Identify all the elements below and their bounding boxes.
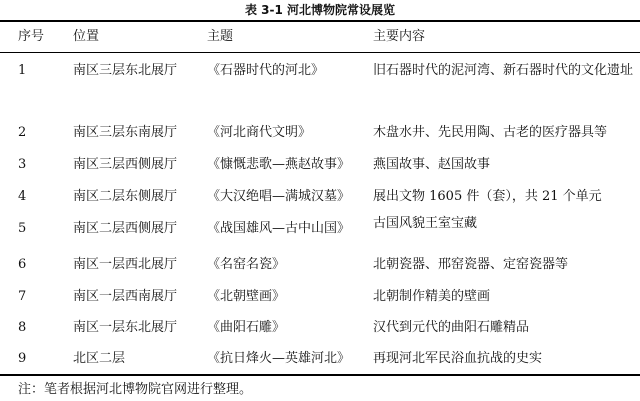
row-8-content: 汉代到元代的曲阳石雕精品 bbox=[373, 320, 530, 335]
header-content: 主要内容 bbox=[373, 29, 426, 44]
row-7-content: 北朝制作精美的壁画 bbox=[373, 289, 491, 304]
row-4-index: 4 bbox=[18, 189, 27, 204]
table-header-rule bbox=[0, 52, 640, 53]
row-8-location: 南区一层东北展厅 bbox=[73, 320, 178, 335]
row-6-location: 南区一层西北展厅 bbox=[73, 257, 178, 272]
row-2-index: 2 bbox=[18, 125, 27, 140]
row-6-theme: 《名窑名瓷》 bbox=[207, 257, 286, 272]
header-location: 位置 bbox=[73, 29, 100, 44]
row-5-content: 古国风貌王室宝藏 bbox=[373, 216, 478, 231]
header-index: 序号 bbox=[18, 29, 45, 44]
row-8-index: 8 bbox=[18, 320, 27, 335]
row-5-location: 南区二层西侧展厅 bbox=[73, 221, 178, 236]
row-6-index: 6 bbox=[18, 257, 27, 272]
row-3-location: 南区三层西侧展厅 bbox=[73, 157, 178, 172]
table-top-rule bbox=[0, 20, 640, 22]
row-1-index: 1 bbox=[18, 63, 27, 78]
row-9-location: 北区二层 bbox=[73, 351, 126, 366]
row-5-index: 5 bbox=[18, 221, 27, 236]
row-4-content: 展出文物 1605 件（套），共 21 个单元 bbox=[373, 189, 602, 204]
row-7-location: 南区一层西南展厅 bbox=[73, 289, 178, 304]
row-7-theme: 《北朝壁画》 bbox=[207, 289, 286, 304]
table-note: 注：笔者根据河北博物院官网进行整理。 bbox=[18, 382, 253, 397]
row-3-index: 3 bbox=[18, 157, 27, 172]
row-6-content: 北朝瓷器、邢窑瓷器、定窑瓷器等 bbox=[373, 257, 569, 272]
row-7-index: 7 bbox=[18, 289, 27, 304]
row-2-theme: 《河北商代文明》 bbox=[207, 125, 312, 140]
row-9-index: 9 bbox=[18, 351, 27, 366]
row-1-theme: 《石器时代的河北》 bbox=[207, 63, 325, 78]
header-theme: 主题 bbox=[207, 29, 234, 44]
row-8-theme: 《曲阳石雕》 bbox=[207, 320, 286, 335]
row-9-content: 再现河北军民浴血抗战的史实 bbox=[373, 351, 543, 366]
row-3-theme: 《慷慨悲歌—燕赵故事》 bbox=[207, 157, 351, 172]
row-9-theme: 《抗日烽火—英雄河北》 bbox=[207, 351, 351, 366]
row-2-content: 木盘水井、先民用陶、古老的医疗器具等 bbox=[373, 125, 608, 140]
row-4-theme: 《大汉绝唱—满城汉墓》 bbox=[207, 189, 351, 204]
row-1-content: 旧石器时代的泥河湾、新石器时代的文化遗址 bbox=[373, 63, 634, 78]
row-2-location: 南区三层东南展厅 bbox=[73, 125, 178, 140]
row-1-location: 南区三层东北展厅 bbox=[73, 63, 178, 78]
table-bottom-rule bbox=[0, 374, 640, 376]
row-3-content: 燕国故事、赵国故事 bbox=[373, 157, 491, 172]
row-4-location: 南区二层东侧展厅 bbox=[73, 189, 178, 204]
row-5-theme: 《战国雄风—古中山国》 bbox=[207, 221, 351, 236]
table-caption: 表 3-1 河北博物院常设展览 bbox=[244, 3, 396, 17]
